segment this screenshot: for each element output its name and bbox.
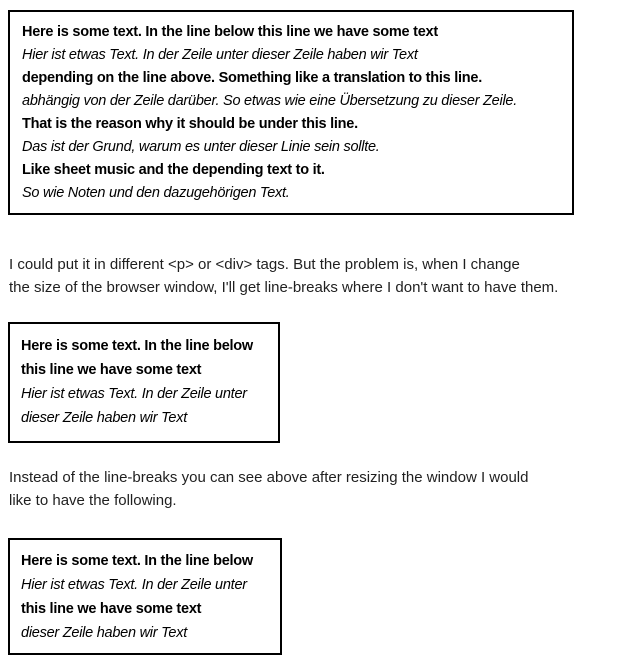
text-line-english: Here is some text. In the line below — [21, 553, 253, 569]
text-line-english: Like sheet music and the depending text to it. — [22, 162, 325, 178]
text-line-german: Hier ist etwas Text. In der Zeile unter dieser Zeile haben wir Text — [22, 47, 418, 63]
explanation-paragraph-2 — [9, 466, 624, 512]
text-line-german: Das ist der Grund, warum es unter dieser Linie sein sollte. — [22, 139, 380, 155]
text-line-german: dieser Zeile haben wir Text — [21, 410, 187, 426]
text-line-english: That is the reason why it should be under this line. — [22, 116, 358, 132]
text-line-german: dieser Zeile haben wir Text — [21, 625, 187, 641]
text-line-english: Here is some text. In the line below this line we have some text — [22, 24, 438, 40]
paragraph-line: I could put it in different <p> or <div> tags. But the problem is, when I change — [9, 256, 520, 273]
paragraph-line: the size of the browser window, I'll get line-breaks where I don't want to have them. — [9, 279, 559, 296]
text-line-english: this line we have some text — [21, 362, 202, 378]
text-line-german: Hier ist etwas Text. In der Zeile unter — [21, 577, 247, 593]
example-box-desired-full-width — [8, 10, 574, 215]
example-box-desired-interleaved — [8, 538, 282, 655]
text-line-german: abhängig von der Zeile darüber. So etwas wie eine Übersetzung zu dieser Zeile. — [22, 93, 518, 109]
text-line-english: this line we have some text — [21, 601, 202, 617]
text-line-german: So wie Noten und den dazugehörigen Text. — [22, 185, 290, 201]
paragraph-line: Instead of the line-breaks you can see above after resizing the window I would — [9, 469, 529, 486]
paragraph-line: like to have the following. — [9, 492, 177, 509]
text-line-english: Here is some text. In the line below — [21, 338, 253, 354]
text-line-english: depending on the line above. Something like a translation to this line. — [22, 70, 482, 86]
example-box-unwanted-linebreaks — [8, 322, 280, 443]
text-line-german: Hier ist etwas Text. In der Zeile unter — [21, 386, 247, 402]
explanation-paragraph-1 — [9, 253, 624, 299]
